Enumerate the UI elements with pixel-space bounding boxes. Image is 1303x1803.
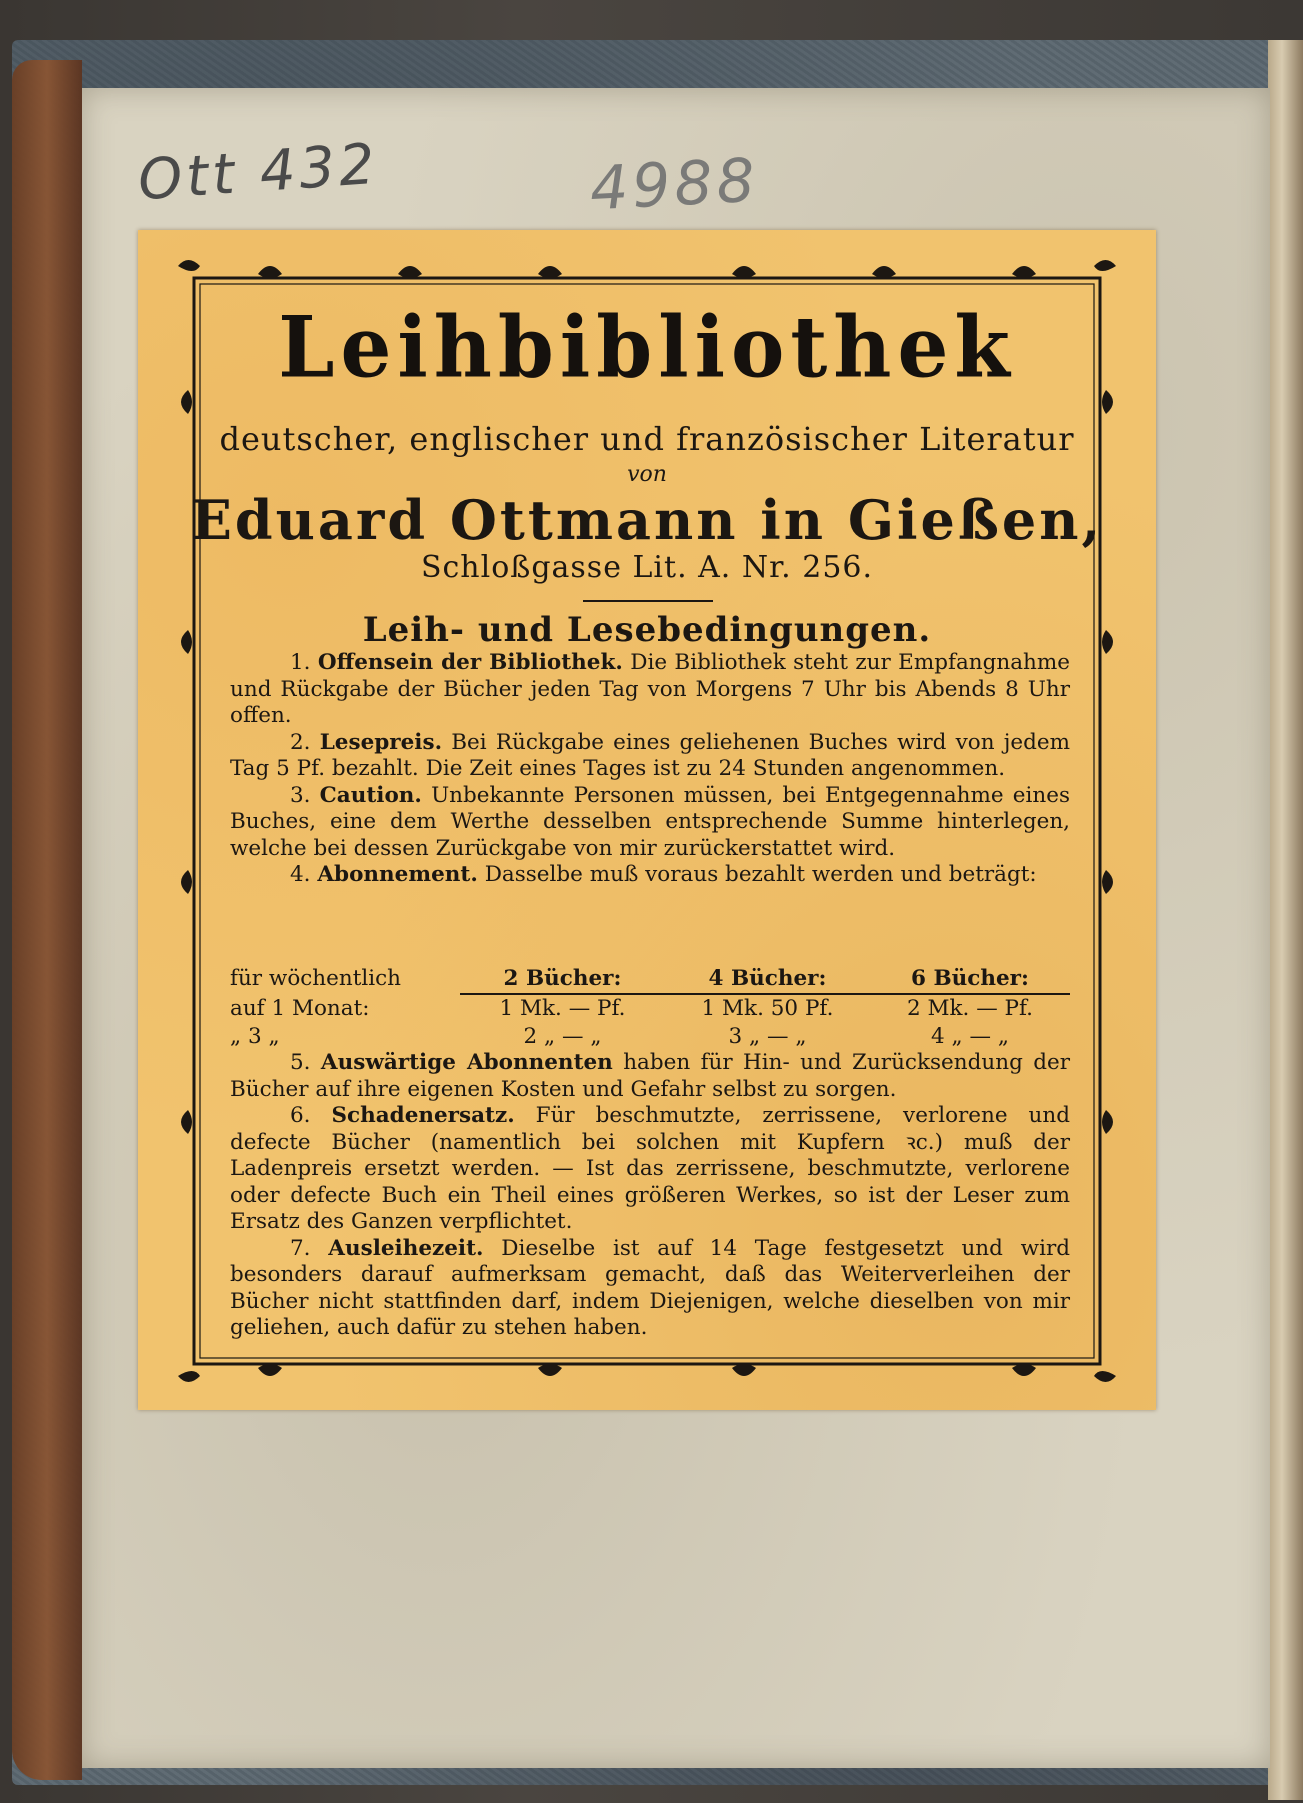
rule-text: Die Bibliothek steht zur Empfangnahme und Rückgabe der Bücher jeden Tag von Morgens 7 Uhr bis Abends 8 Uhr offen. [230, 650, 1071, 728]
table-cell: 2 „ — „ [523, 1024, 602, 1049]
table-header-row [230, 965, 1070, 995]
rule-item [230, 1236, 1070, 1342]
rule-text: Dieselbe ist auf 14 Tage festgesetzt und wird besonders darauf aufmerksam gemacht, daß das Weiterverleihen der Bücher nicht stattfinden darf, indem Diejenigen, welche dieselben von mir geliehen, auch dafür zu stehen haben. [230, 1235, 1070, 1340]
rule-title: Auswärtige Abonnenten [320, 1050, 613, 1075]
table-cell: 1 Mk. — Pf. [499, 996, 626, 1021]
table-header-cell: für wöchentlich [230, 966, 402, 991]
label-von: von [627, 462, 667, 487]
rule-number: 2. [290, 729, 311, 755]
table-header-cell: 2 Bücher: [460, 965, 665, 995]
table-header-cell: 6 Bücher: [870, 965, 1070, 995]
rule-title: Ausleihezeit. [328, 1235, 484, 1261]
rule-number: 7. [290, 1235, 311, 1261]
label-address: Schloßgasse Lit. A. Nr. 256. [420, 550, 874, 585]
table-cell: auf 1 Monat: [230, 996, 370, 1021]
rule-text: Dasselbe muß voraus bezahlt werden und beträgt: [484, 862, 1037, 887]
rule-text: haben für Hin- und Zurücksendung der Bücher auf ihre eigenen Kosten und Gefahr selbst zu sorgen. [230, 1050, 1070, 1102]
rule-item [230, 1050, 1070, 1103]
label-subtitle: deutscher, englischer und französischer Literatur [219, 420, 1075, 458]
table-cell: 3 „ — „ [728, 1024, 807, 1049]
subscription-table [230, 965, 1070, 1051]
rule-text: Für beschmutzte, zerrissene, verlorene und defecte Bücher (namentlich bei solchen mit Kupfern ꝛc.) muß der Ladenpreis ersetzt werden. — Ist das zerrissene, beschmutzte, verlorene oder defecte Buch ein Theil eines größeren Werkes, so ist der Leser zum Ersatz des Ganzen verpflichtet. [230, 1103, 1070, 1234]
rule-title: Lesepreis. [319, 729, 443, 755]
rule-number: 3. [290, 782, 311, 808]
rule-number: 6. [290, 1103, 311, 1128]
rule-item [230, 862, 1070, 889]
page-edges [1268, 40, 1303, 1800]
table-cell: 4 „ — „ [931, 1024, 1009, 1049]
rule-text: Bei Rückgabe eines geliehenen Buches wird von jedem Tag 5 Pf. bezahlt. Die Zeit eines Tages ist zu 24 Stunden angenommen. [230, 729, 1070, 781]
rule-item [230, 783, 1070, 863]
table-header-cell: 4 Bücher: [665, 965, 870, 995]
rule-item [230, 1103, 1070, 1236]
rule-text: Unbekannte Personen müssen, bei Entgegennahme eines Buches, eine dem Werthe desselben entsprechende Summe hinterlegen, welche bei dessen Zurückgabe von mir zurückerstattet wird. [230, 782, 1070, 861]
pencil-accession-number: 4988 [588, 145, 761, 225]
table-row [230, 995, 1070, 1023]
rule-title: Caution. [319, 782, 422, 808]
rule-number: 1. [290, 650, 311, 675]
rule-item [230, 730, 1070, 783]
rule-number: 5. [290, 1050, 311, 1075]
label-owner: Eduard Ottmann in Gießen, [190, 488, 1104, 552]
pencil-shelf-mark: Ott 432 [136, 131, 381, 214]
divider [583, 600, 713, 602]
rule-title: Abonnement. [317, 862, 478, 887]
table-cell: 1 Mk. 50 Pf. [701, 996, 834, 1021]
rule-title: Offensein der Bibliothek. [317, 650, 623, 675]
table-cell: „ 3 „ [230, 1024, 280, 1049]
library-label [138, 230, 1156, 1410]
rules-list-continued [230, 1050, 1070, 1342]
conditions-heading: Leih- und Lesebedingungen. [362, 610, 932, 650]
rule-item [230, 650, 1070, 730]
table-row [230, 1023, 1070, 1051]
rule-number: 4. [290, 862, 311, 887]
rules-list [230, 650, 1070, 889]
label-title: Leihbibliothek [278, 297, 1016, 397]
leather-corner [12, 60, 82, 1780]
table-cell: 2 Mk. — Pf. [906, 996, 1034, 1021]
rule-title: Schadenersatz. [331, 1103, 515, 1128]
